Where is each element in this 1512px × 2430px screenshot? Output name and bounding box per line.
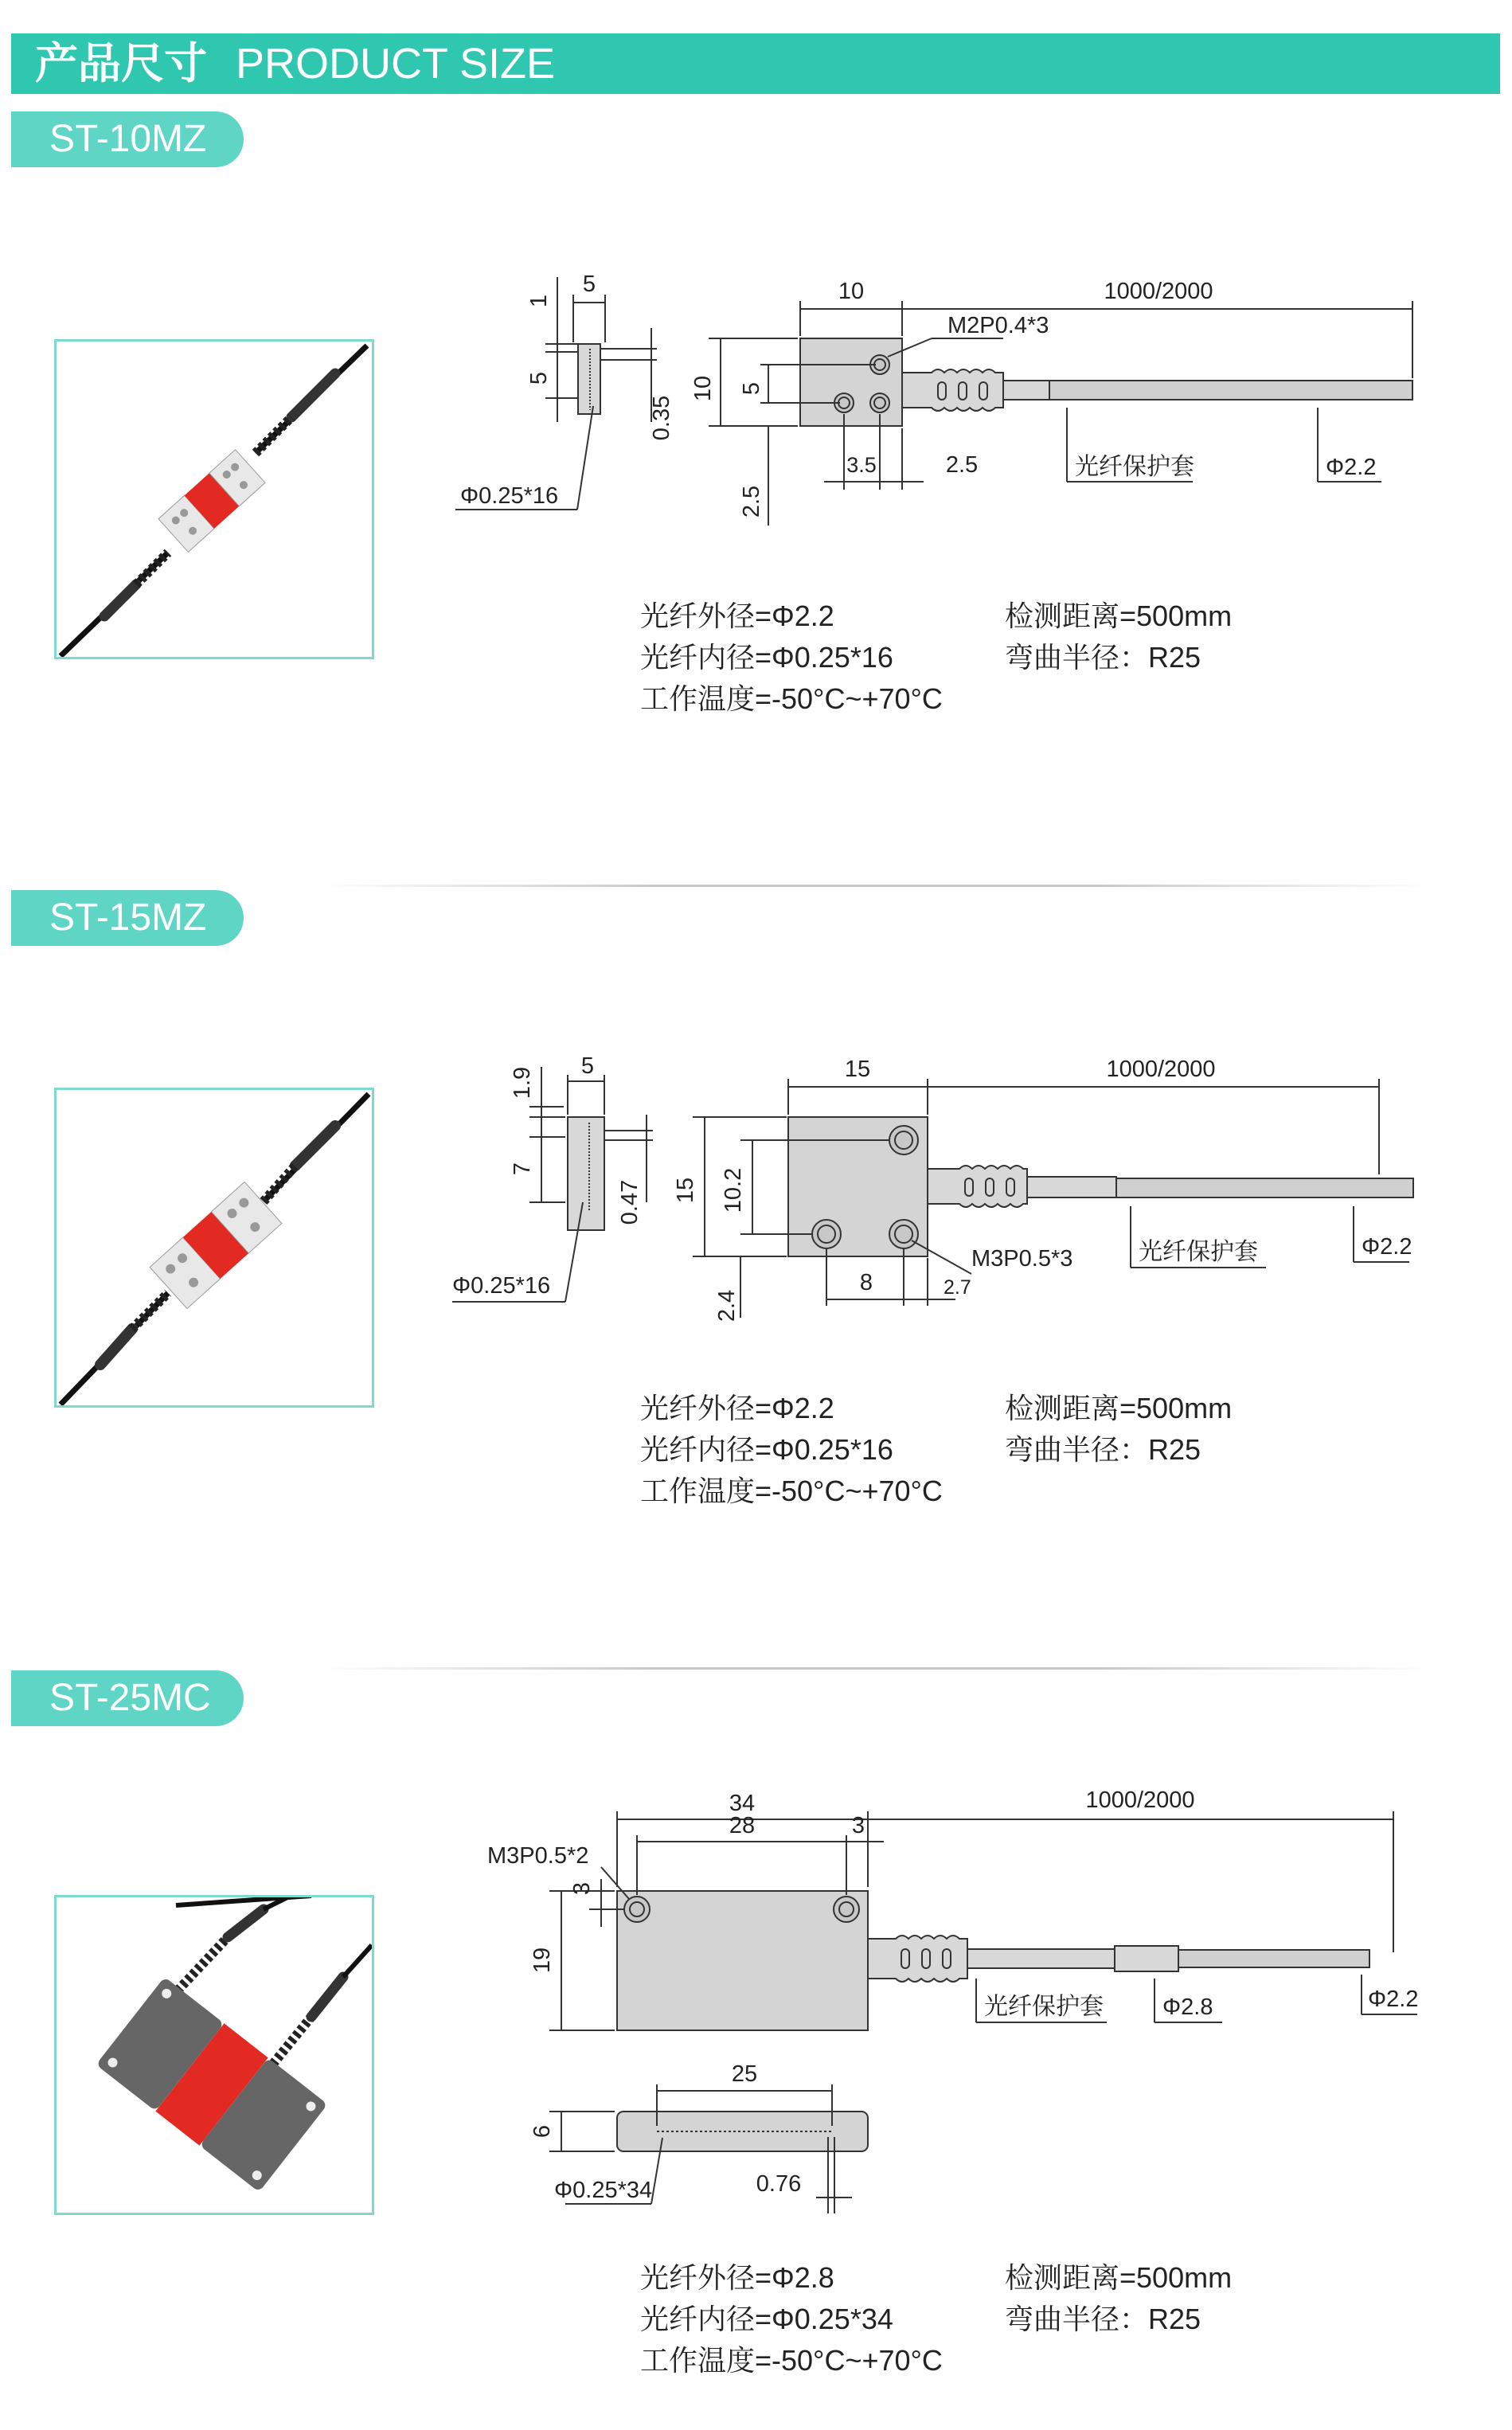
specs-right-st10mz [1005,596,1232,678]
spec-inner-diameter: 光纤内径=Φ0.25*34 [640,2303,893,2335]
front-dia28-label: Φ2.8 [1162,1994,1213,2020]
spec-temperature: 工作温度=-50°C~+70°C [640,682,943,715]
front-length-label: 1000/2000 [1085,1787,1195,1813]
front-d35-label: 3.5 [846,453,877,477]
front-sleeve-label: 光纤保护套 [1139,1239,1258,1265]
front-sleeve-label: 光纤保护套 [1075,454,1194,480]
specs-left-st25mc [640,2257,943,2381]
front-h5-label: 5 [739,381,764,396]
spec-distance: 检测距离=500mm [1005,1392,1233,1424]
product-photo-st15mz [54,1088,374,1408]
front-h3-label: 3 [569,1881,595,1896]
side-dim-035-label: 0.35 [649,395,674,441]
section-tab-st25mc: ST-25MC [11,1670,244,1726]
front-d8-label: 8 [859,1270,873,1295]
spec-bend-radius: 弯曲半径：R25 [1005,2303,1201,2335]
side-fiber-label: Φ0.25*16 [460,483,559,509]
front-height-label: 10 [690,375,716,402]
section-divider [318,885,1433,887]
page-title-cn: 产品尺寸 [35,40,207,88]
front-height-label: 15 [673,1177,698,1204]
section-tab-st10mz: ST-10MZ [11,111,244,167]
front-length-label: 1000/2000 [1106,1057,1216,1082]
specs-left-st15mz [640,1388,943,1512]
spec-inner-diameter: 光纤内径=Φ0.25*16 [640,641,893,674]
front-sleeve-label: 光纤保护套 [984,1994,1104,2020]
spec-outer-diameter: 光纤外径=Φ2.2 [640,1392,834,1424]
spec-temperature: 工作温度=-50°C~+70°C [640,2344,943,2377]
side-top-width-label: 5 [580,1053,595,1079]
bottom-d076-label: 0.76 [756,2171,802,2197]
product-photo-st25mc [54,1895,374,2215]
product-photo-st10mz [54,339,374,659]
spec-inner-diameter: 光纤内径=Φ0.25*16 [640,1433,893,1466]
specs-right-st25mc [1005,2257,1232,2340]
front-hole-label: M3P0.5*2 [487,1843,589,1869]
bottom-fiber-label: Φ0.25*34 [554,2178,653,2203]
spec-outer-diameter: 光纤外径=Φ2.8 [640,2261,834,2294]
front-h19-label: 19 [529,1947,555,1974]
specs-left-st10mz [640,596,943,720]
front-d25-label: 2.5 [945,452,979,478]
section-tab-st15mz: ST-15MZ [11,890,244,946]
side-dim-5-label: 5 [526,371,552,385]
drawing-st25mc [478,1783,1433,2229]
front-dia22-label: Φ2.2 [1368,1987,1419,2012]
front-hole-label: M3P0.5*3 [971,1246,1073,1272]
spec-temperature: 工作温度=-50°C~+70°C [640,1475,943,1507]
sensor-photo-illustration [57,1090,372,1405]
page-title [35,33,555,94]
side-fiber-label: Φ0.25*16 [452,1273,551,1299]
front-length-label: 1000/2000 [1104,279,1213,304]
front-dia-label: Φ2.2 [1362,1234,1412,1260]
drawing-st15mz [446,1043,1425,1330]
spec-distance: 检测距离=500mm [1005,600,1233,632]
front-h24-label: 2.4 [714,1289,740,1322]
sensor-photo-illustration [57,1897,372,2213]
spec-outer-diameter: 光纤外径=Φ2.2 [640,600,834,632]
front-h25-label: 2.5 [739,485,764,518]
front-hole-label: M2P0.4*3 [947,313,1049,338]
front-w28-label: 28 [729,1813,756,1838]
bottom-w25-label: 25 [731,2061,758,2087]
side-top-width-label: 5 [582,272,596,297]
side-dim-047-label: 0.47 [617,1179,643,1225]
side-dim-19-label: 1.9 [510,1066,535,1100]
front-width-label: 15 [844,1057,871,1082]
drawing-st10mz [446,263,1425,533]
spec-distance: 检测距离=500mm [1005,2261,1233,2294]
side-dim-7-label: 7 [510,1162,535,1176]
bottom-h6-label: 6 [529,2124,555,2139]
spec-bend-radius: 弯曲半径：R25 [1005,641,1201,674]
section-divider [318,1667,1433,1670]
front-h102-label: 10.2 [721,1167,746,1213]
front-w3-label: 3 [851,1813,865,1838]
specs-right-st15mz [1005,1388,1232,1471]
sensor-photo-illustration [57,342,372,657]
front-w34-label: 34 [729,1791,756,1816]
front-width-label: 10 [838,279,865,304]
front-d27-label: 2.7 [944,1276,971,1299]
spec-bend-radius: 弯曲半径：R25 [1005,1433,1201,1466]
front-dia-label: Φ2.2 [1326,455,1377,480]
side-dim-1-label: 1 [526,294,552,308]
page-title-en: PRODUCT SIZE [236,40,556,88]
